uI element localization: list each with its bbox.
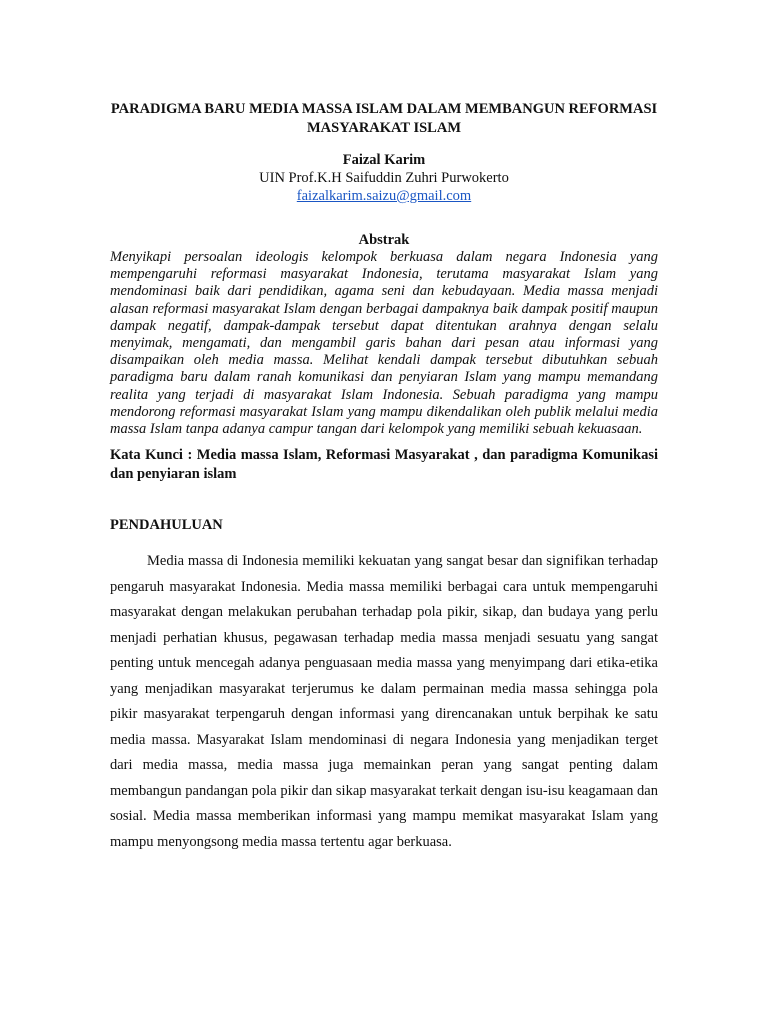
email-link[interactable]: faizalkarim.saizu@gmail.com <box>296 188 472 204</box>
section-heading-introduction: PENDAHULUAN <box>110 517 223 534</box>
keywords: Kata Kunci : Media massa Islam, Reformasi Masyarakat , dan paradigma Komunikasi dan penyiaran islam <box>110 447 658 483</box>
author-affiliation: UIN Prof.K.H Saifuddin Zuhri Purwokerto <box>259 170 509 186</box>
abstract-heading: Abstrak <box>358 232 410 248</box>
paper-title: PARADIGMA BARU MEDIA MASSA ISLAM DALAM MEMBANGUN REFORMASI MASYARAKAT ISLAM <box>110 101 658 136</box>
abstract-body: Menyikapi persoalan ideologis kelompok berkuasa dalam negara Indonesia yang mempengaruhi reformasi masyarakat Indonesia, terutama masyarakat Islam yang mendominasi baik dari pendidikan, agama seni dan kebudayaan. Media massa menjadi alasan reformasi masyarakat Islam dengan berbagai dampaknya baik dampak positif maupun dampak negatif, dampak-dampak tersebut dapat ditentukan arahnya dengan selalu menyimak, mengamati, dan mengambil garis bahan dari pesan atau informasi yang disampaikan oleh media massa. Melihat kendali dampak tersebut dibutuhkan sebuah paradigma baru dalam ranah komunikasi dan penyiaran Islam yang mampu memandang realita yang terjadi di masyarakat Islam Indonesia. Sebuah paradigma yang mampu mendorong reformasi masyarakat Islam yang mampu dikendalikan oleh publik melalui media massa Islam tanpa adanya campur tangan dari kelompok yang memiliki sebuah kekuasaan. <box>110 249 658 438</box>
paper-page <box>110 100 658 870</box>
author-name: Faizal Karim <box>342 152 426 168</box>
introduction-paragraph: Media massa di Indonesia memiliki kekuatan yang sangat besar dan signifikan terhadap pengaruh masyarakat Indonesia. Media massa memiliki berbagai cara untuk mempengaruhi masyarakat dengan melakukan perubahan terhadap pola pikir, sikap, dan budaya yang perlu menjadi perhatian khusus, pegawasan terhadap media massa menjadi sesuatu yang sangat penting untuk mencegah adanya penguasaan media massa yang menyimpang dari etika-etika yang menjadikan masyarakat terjerumus ke dalam permainan media massa sehingga pola pikir masyarakat terpengaruh dengan informasi yang direncanakan untuk berpihak ke satu media massa. Masyarakat Islam mendominasi di negara Indonesia yang menjadikan terget dari media massa, media massa juga memainkan peran yang sangat penting dalam membangun pandangan pola pikir dan sikap masyarakat terkait dengan isu-isu keagamaan dan sosial. Media massa memberikan informasi yang mampu memikat masyarakat Islam yang mampu menyongsong media massa tertentu agar berkuasa. <box>110 553 658 850</box>
author-email <box>110 187 658 205</box>
